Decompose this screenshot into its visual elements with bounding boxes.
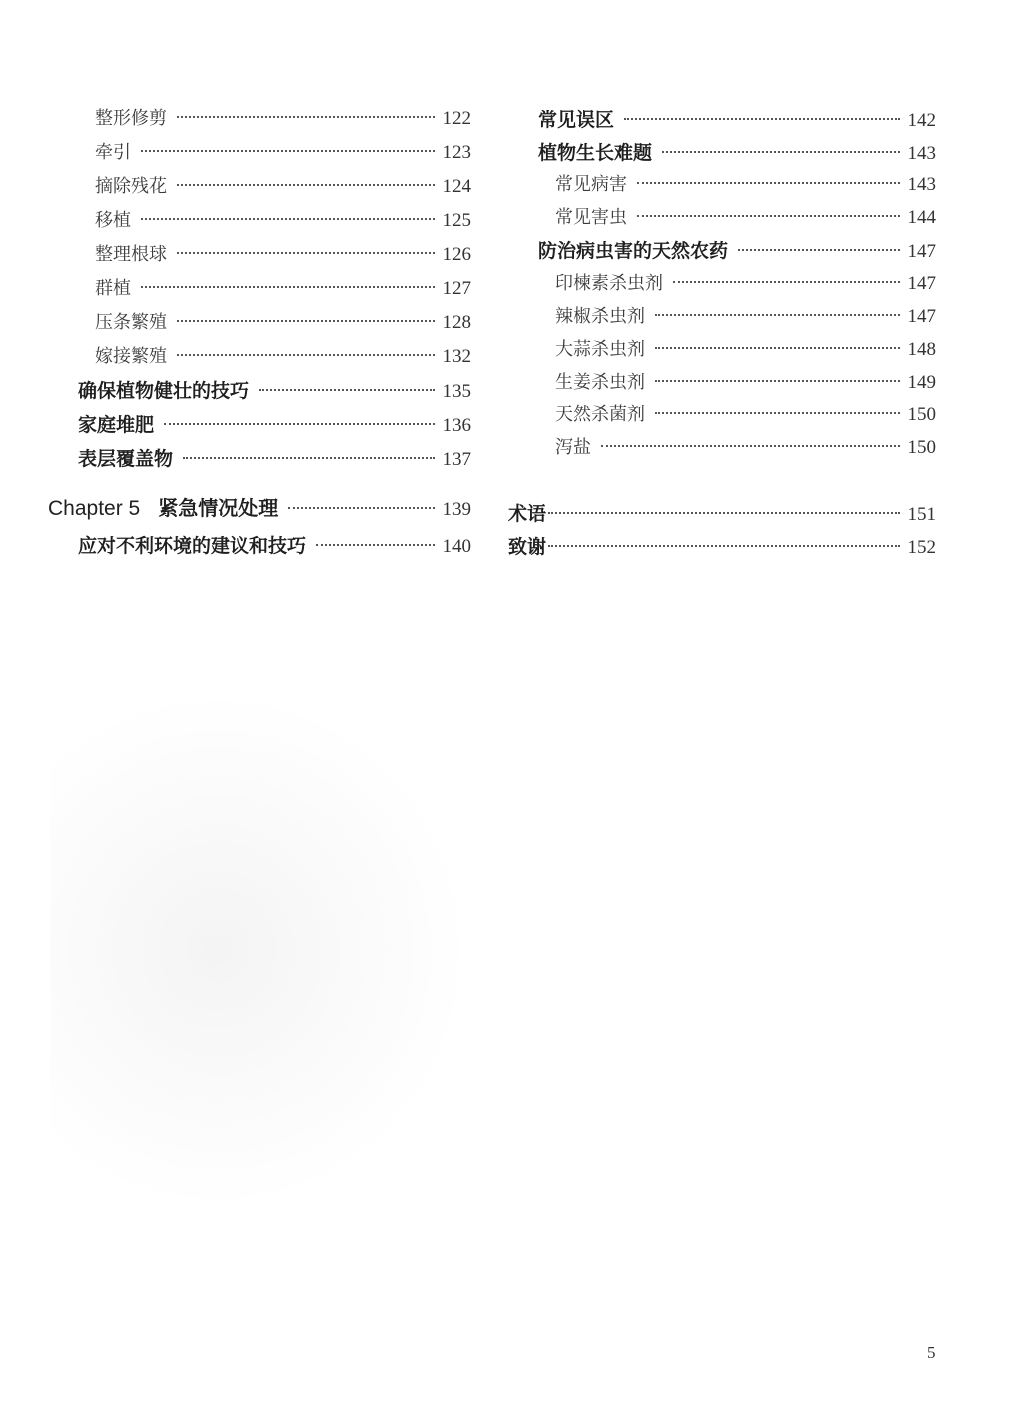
toc-entry[interactable] [555,168,936,202]
toc-entry-label: 生姜杀虫剂 [555,372,645,393]
toc-entry-page: 140 [442,536,471,557]
dot-leader [655,347,900,349]
toc-entry-label: 群植 [95,278,131,299]
toc-entry-page: 149 [907,372,936,393]
toc-entry[interactable] [78,374,471,408]
toc-entry[interactable] [555,333,936,367]
toc-entry[interactable] [538,234,936,268]
toc-entry-page: 147 [907,241,936,262]
toc-entry-label: 常见病害 [555,174,627,195]
dot-leader [141,150,435,152]
toc-entry-page: 150 [907,404,936,425]
dot-leader [637,215,900,217]
toc-entry-page: 142 [907,110,936,131]
toc-entry[interactable] [95,170,471,204]
toc-entry[interactable] [95,204,471,238]
toc-entry-page: 144 [907,207,936,228]
toc-entry-label: 大蒜杀虫剂 [555,339,645,360]
toc-entry-page: 135 [442,381,471,402]
dot-leader [141,286,435,288]
toc-entry[interactable] [78,529,471,563]
toc-entry-page: 125 [442,210,471,231]
toc-entry-label: 家庭堆肥 [78,414,155,436]
toc-entry-label: 牵引 [95,142,131,163]
dot-leader [177,252,435,254]
toc-entry-label: 嫁接繁殖 [95,346,167,367]
toc-entry-page: 124 [442,176,471,197]
toc-entry-label: 防治病虫害的天然农药 [538,240,729,262]
dot-leader [177,184,435,186]
toc-entry[interactable] [555,267,936,301]
toc-entry-page: 126 [442,244,471,265]
toc-entry-page: 123 [442,142,471,163]
toc-entry-page: 148 [907,339,936,360]
toc-entry[interactable] [95,272,471,306]
toc-entry-page: 150 [907,437,936,458]
toc-entry[interactable] [95,102,471,136]
toc-entry[interactable] [508,530,936,564]
toc-entry-label: 确保植物健壮的技巧 [78,380,250,402]
toc-entry[interactable] [538,103,936,137]
toc-entry-label: 摘除残花 [95,176,167,197]
toc-entry-label: 泻盐 [555,437,591,458]
toc-chapter-entry[interactable] [48,491,471,525]
dot-leader [601,445,900,447]
toc-entry[interactable] [508,497,936,531]
toc-entry[interactable] [555,398,936,432]
dot-leader [655,380,900,382]
dot-leader [183,457,434,459]
dot-leader [259,389,434,391]
dot-leader [673,281,900,283]
toc-entry[interactable] [95,136,471,170]
toc-entry[interactable] [555,366,936,400]
toc-entry[interactable] [555,201,936,235]
dot-leader [624,118,899,120]
toc-entry-page: 147 [907,306,936,327]
toc-entry-page: 139 [442,499,471,520]
toc-entry-page: 122 [442,108,471,129]
toc-entry[interactable] [78,408,471,442]
toc-entry-page: 151 [907,504,936,525]
toc-entry-page: 128 [442,312,471,333]
dot-leader [637,182,900,184]
dot-leader [141,218,435,220]
toc-entry-page: 132 [442,346,471,367]
toc-entry-page: 137 [442,449,471,470]
toc-entry-label: 常见误区 [538,109,615,131]
dot-leader [548,545,899,547]
dot-leader [548,512,899,514]
toc-entry-label: 紧急情况处理 [158,496,279,520]
toc-entry-label: 辣椒杀虫剂 [555,306,645,327]
toc-entry-label: 常见害虫 [555,207,627,228]
toc-entry[interactable] [78,442,471,476]
toc-entry-label: 印楝素杀虫剂 [555,273,663,294]
dot-leader [655,412,900,414]
dot-leader [738,249,899,251]
dot-leader [177,354,435,356]
toc-entry-page: 136 [442,415,471,436]
toc-entry[interactable] [95,238,471,272]
toc-entry-label: 应对不利环境的建议和技巧 [78,535,307,557]
toc-entry-page: 152 [907,537,936,558]
paper-shading [50,690,470,1210]
dot-leader [164,423,434,425]
toc-entry[interactable] [555,300,936,334]
dot-leader [177,320,435,322]
toc-entry-label: 植物生长难题 [538,142,653,164]
toc-entry-page: 127 [442,278,471,299]
toc-entry-label: 整形修剪 [95,108,167,129]
dot-leader [662,151,899,153]
toc-entry-label: 整理根球 [95,244,167,265]
toc-entry[interactable] [95,306,471,340]
toc-entry-label: 移植 [95,210,131,231]
toc-entry[interactable] [95,340,471,374]
toc-entry-page: 143 [907,174,936,195]
dot-leader [177,116,435,118]
toc-entry-page: 143 [907,143,936,164]
toc-entry-page: 147 [907,273,936,294]
toc-entry-label: 表层覆盖物 [78,448,174,470]
toc-entry-label: 致谢 [508,536,547,558]
page-number: 5 [927,1343,936,1362]
toc-entry-label: 压条繁殖 [95,312,167,333]
dot-leader [316,544,434,546]
toc-entry[interactable] [538,136,936,170]
toc-entry-label: 天然杀菌剂 [555,404,645,425]
toc-entry-label: 术语 [508,503,547,525]
toc-entry[interactable] [555,431,936,465]
chapter-number: Chapter 5 [48,497,141,520]
dot-leader [288,507,434,509]
dot-leader [655,314,900,316]
